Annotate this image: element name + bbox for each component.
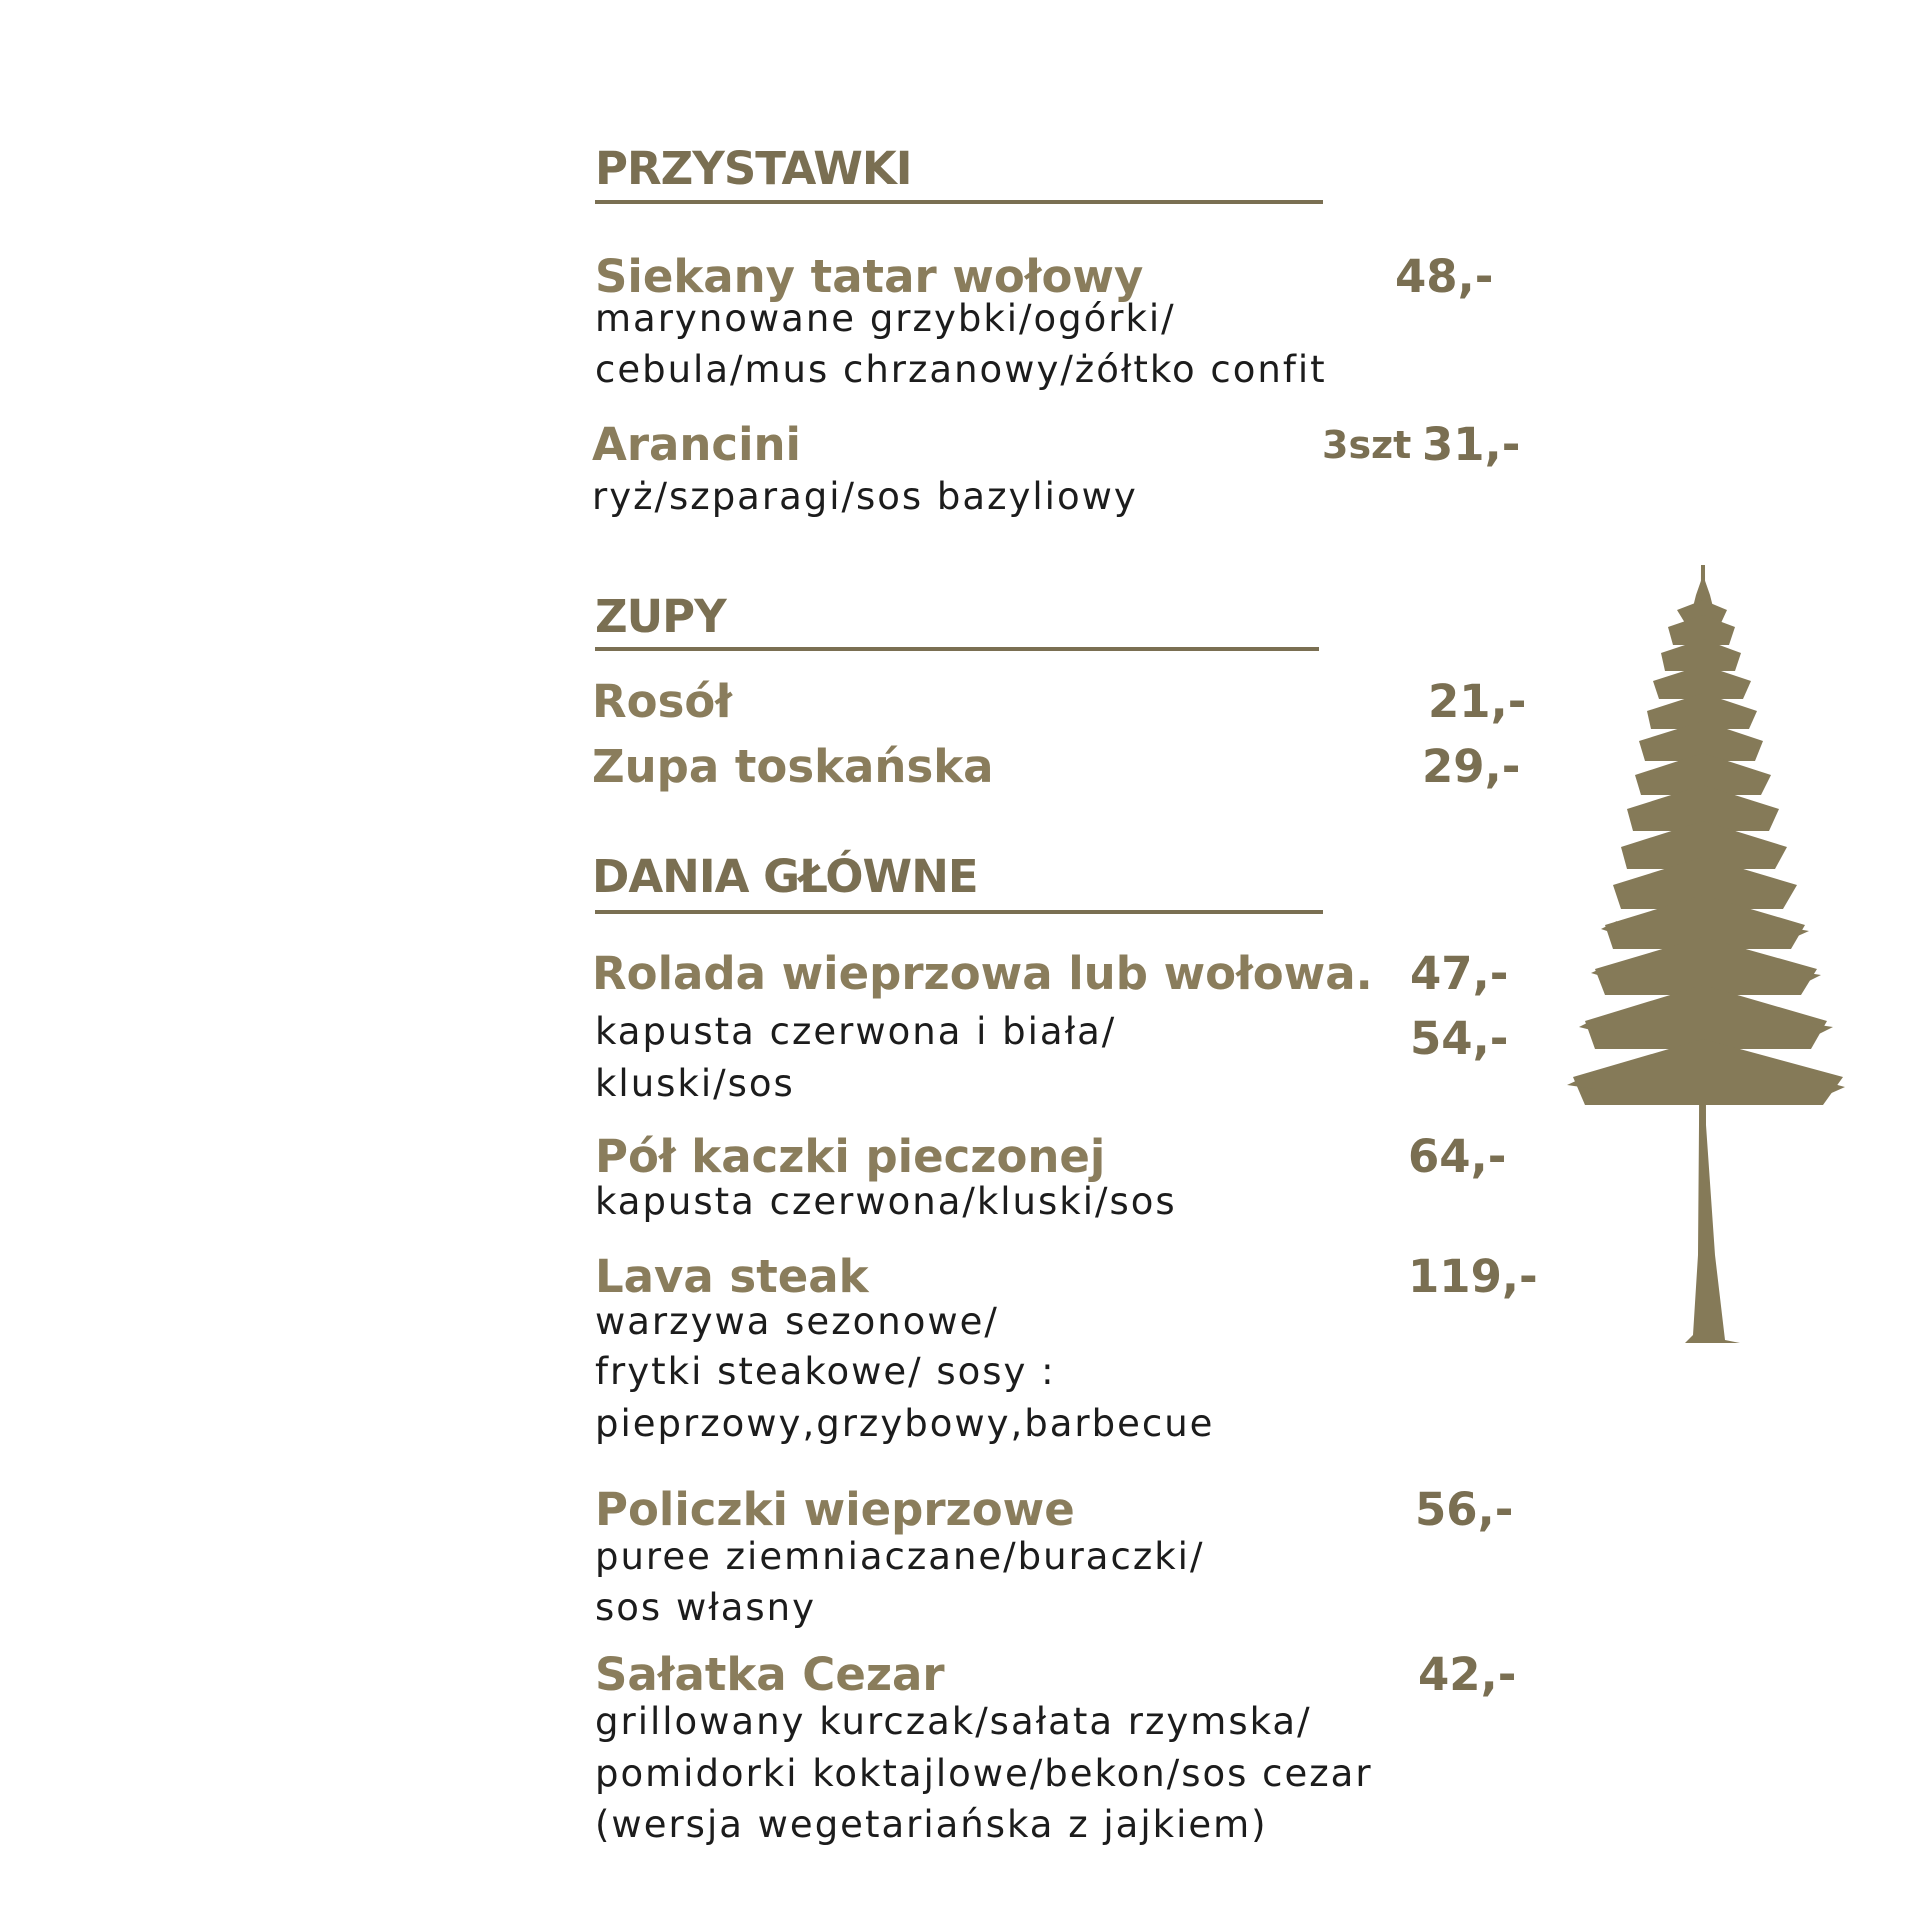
section-title-soups: ZUPY: [595, 590, 726, 643]
menu-item-price: 56,-: [1415, 1483, 1514, 1536]
menu-item-description: pieprzowy,grzybowy,barbecue: [595, 1402, 1215, 1445]
menu-item-price: 42,-: [1418, 1648, 1517, 1701]
menu-item-price-alt: 54,-: [1410, 1012, 1509, 1065]
menu-item-description: warzywa sezonowe/: [595, 1300, 999, 1343]
menu-item-name: Policzki wieprzowe: [595, 1483, 1075, 1536]
menu-item-name: Rolada wieprzowa lub wołowa.: [592, 947, 1373, 1000]
section-title-mains: DANIA GŁÓWNE: [592, 850, 978, 903]
menu-item-description: kapusta czerwona/kluski/sos: [595, 1180, 1177, 1223]
section-divider: [595, 200, 1323, 204]
menu-item-name: Rosół: [592, 675, 732, 728]
menu-item-description: (wersja wegetariańska z jajkiem): [595, 1803, 1268, 1846]
menu-item-price: 47,-: [1410, 947, 1509, 1000]
menu-item-description: puree ziemniaczane/buraczki/: [595, 1535, 1205, 1578]
menu-item-description: pomidorki koktajlowe/bekon/sos cezar: [595, 1752, 1373, 1795]
menu-item-name: Siekany tatar wołowy: [595, 250, 1144, 303]
menu-item-name: Pół kaczki pieczonej: [595, 1130, 1106, 1183]
menu-item-description: sos własny: [595, 1586, 817, 1629]
menu-item-description: ryż/szparagi/sos bazyliowy: [592, 475, 1138, 518]
menu-item-name: Sałatka Cezar: [595, 1648, 945, 1701]
menu-item-price: 29,-: [1422, 740, 1521, 793]
menu-item-price: 21,-: [1428, 675, 1527, 728]
menu-item-price: 48,-: [1395, 250, 1494, 303]
menu-item-description: kapusta czerwona i biała/: [595, 1010, 1117, 1053]
menu-item-description: marynowane grzybki/ogórki/: [595, 297, 1176, 340]
section-divider: [595, 647, 1319, 651]
menu-item-description: frytki steakowe/ sosy :: [595, 1350, 1056, 1393]
menu-item-quantity: 3szt: [1322, 423, 1412, 467]
menu-item-price: 119,-: [1408, 1250, 1538, 1303]
menu-item-name: Zupa toskańska: [592, 740, 994, 793]
menu-item-description: grillowany kurczak/sałata rzymska/: [595, 1700, 1312, 1743]
menu-item-price: 31,-: [1422, 418, 1521, 471]
menu-item-description: cebula/mus chrzanowy/żółtko confit: [595, 348, 1327, 391]
section-divider: [595, 910, 1323, 914]
menu-item-description: kluski/sos: [595, 1062, 795, 1105]
menu-item-name: Lava steak: [595, 1250, 869, 1303]
pine-tree-icon: [1565, 565, 1845, 1350]
menu-item-price: 64,-: [1408, 1130, 1507, 1183]
section-title-starters: PRZYSTAWKI: [595, 142, 912, 195]
menu-item-name: Arancini: [592, 418, 801, 471]
